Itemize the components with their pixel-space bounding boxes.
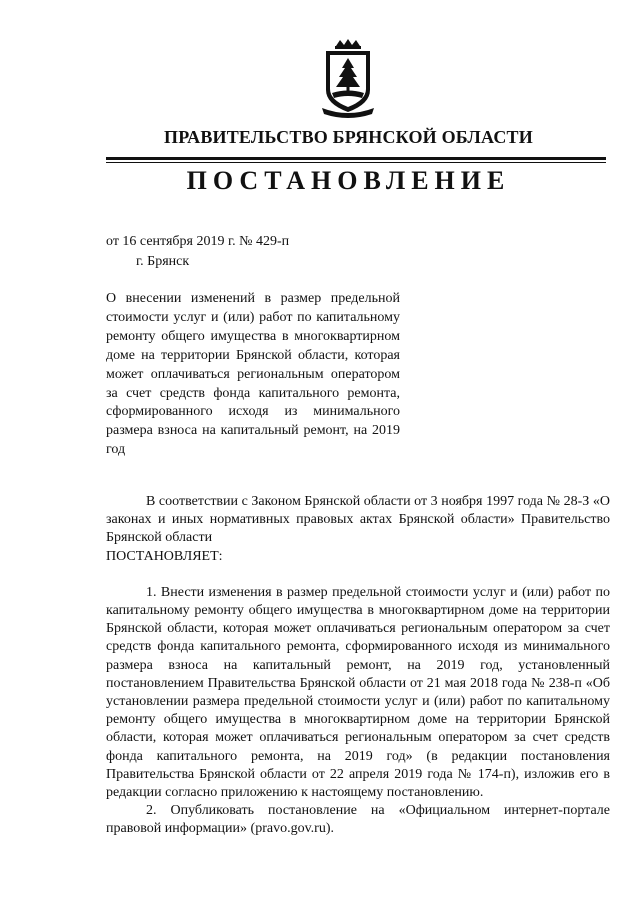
document-type-title: ПОСТАНОВЛЕНИЕ (186, 166, 511, 195)
preamble-paragraph: В соответствии с Законом Брянской области от 3 ноября 1997 года № 28-З «О законах и иных нормативных правовых актах Брянской области» Правительство Брянской области (106, 494, 610, 546)
item-2-paragraph: 2. Опубликовать постановление на «Официальном интернет-портале правовой информации» (pravo.gov.ru). (106, 803, 610, 837)
document-subject: О внесении изменений в размер предельной стоимости услуг и (или) работ по капитальному ремонту общего имущества в многоквартирном доме на территории Брянской области, которая может оплачиваться региональным оператором за счет средств фонда капитального ремонта, сформированного исходя из минимального размера взноса на капитальный ремонт, на 2019 год (106, 291, 400, 458)
resolves-heading: ПОСТАНОВЛЯЕТ: (106, 548, 223, 564)
document-body (106, 493, 610, 839)
document-date-number: от 16 сентября 2019 г. № 429-п (106, 234, 290, 249)
coat-of-arms-emblem (318, 38, 378, 118)
document-city: г. Брянск (136, 254, 190, 269)
header-divider-thin (106, 162, 606, 163)
item-1-paragraph: 1. Внести изменения в размер предельной стоимости услуг и (или) работ по капитальному ремонту общего имущества в многоквартирном доме на территории Брянской области, которая может оплачиваться региональным оператором за счет средств фонда капитального ремонта, сформированного исходя из минимального размера взноса на капитальный ремонт, на 2019 год, установленный постановлением Правительства Брянской области от 21 мая 2018 года № 238-п «Об установлении размера предельной стоимости услуг и (или) работ по капитальному ремонту общего имущества в многоквартирном доме на территории Брянской области, которая может оплачиваться региональным оператором за счет средств фонда капитального ремонта, на 2019 год» (в редакции постановления Правительства Брянской области от 22 апреля 2019 года № 174-п), изложив его в редакции согласно приложению к настоящему постановлению. (106, 584, 610, 801)
header-divider-thick (106, 157, 606, 160)
organization-title: ПРАВИТЕЛЬСТВО БРЯНСКОЙ ОБЛАСТИ (164, 127, 533, 147)
